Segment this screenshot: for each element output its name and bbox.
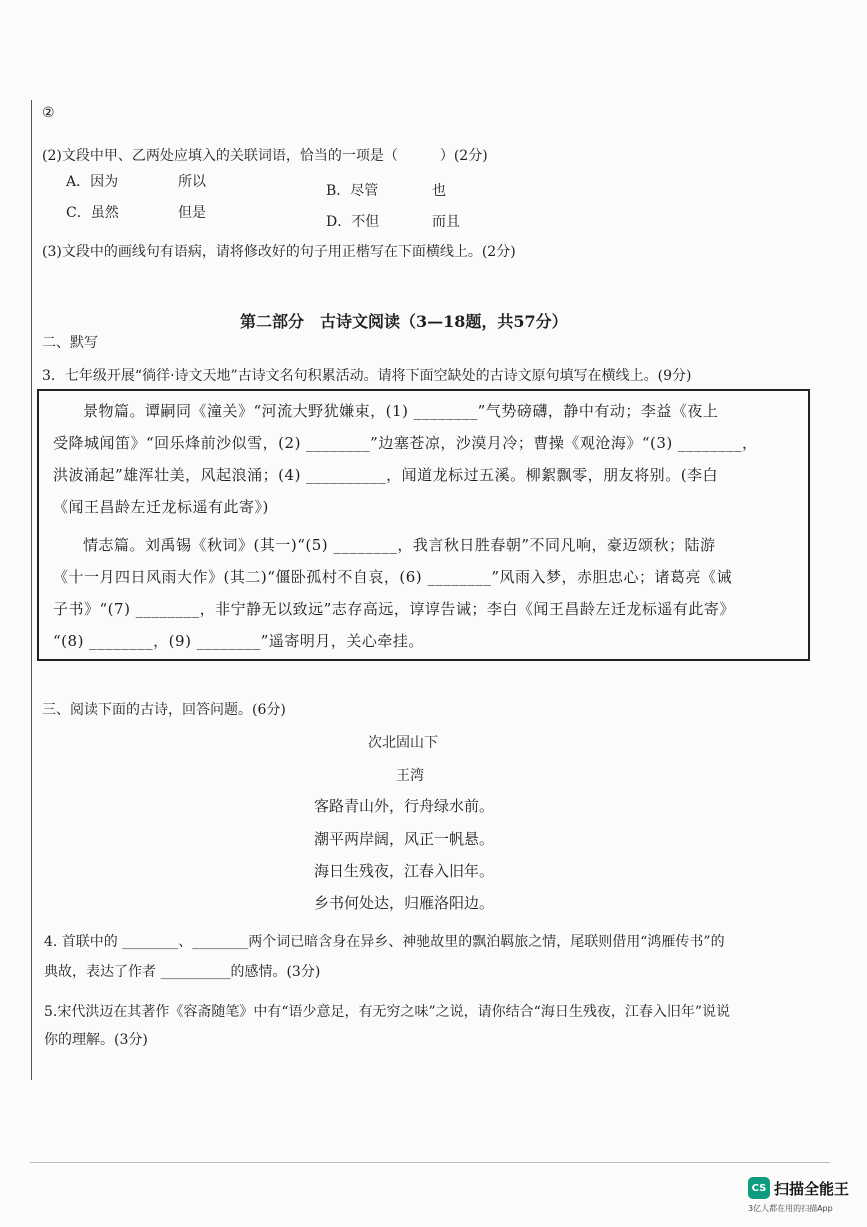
box-line: 子书》“(7) ________，非宁静无以致远”志存高远，谆谆告诫；李白《闻王昌龄左迁龙标遥有此寄》 xyxy=(53,600,735,618)
camscanner-logo-icon: CS xyxy=(748,1177,770,1199)
question-5-line-2: 你的理解。(3分) xyxy=(44,1032,148,1048)
option-a-1: A．因为 xyxy=(66,174,119,190)
part2-title: 第二部分 古诗文阅读（3—18题，共57分） xyxy=(240,312,568,331)
box-line: 洪波涌起”雄浑壮美，风起浪涌；(4) __________，闻道龙标过五溪。柳絮飘零，朋友将别。(李白 xyxy=(53,466,719,484)
watermark-subtitle: 3亿人都在用的扫描App xyxy=(748,1204,833,1213)
question-4-line-2: 典故，表达了作者 __________的感情。(3分) xyxy=(44,964,321,980)
section-dictation: 二、默写 xyxy=(42,335,98,351)
question-2: (2)文段中甲、乙两处应填入的关联词语，恰当的一项是（ ）(2分) xyxy=(42,148,488,164)
question-5-line-1: 5.宋代洪迈在其著作《容斋随笔》中有“语少意足，有无穷之味”之说，请你结合“海日生残夜，江春入旧年”说说 xyxy=(44,1004,730,1020)
option-a-2: 所以 xyxy=(178,174,206,190)
box-line: 受降城闻笛》“回乐烽前沙似雪，(2) ________”边塞苍凉，沙漠月冷；曹操《观沧海》“(3) ________， xyxy=(53,434,758,452)
option-b-1: B．尽管 xyxy=(326,183,379,199)
dictation-box xyxy=(37,389,810,661)
poem-line: 客路青山外，行舟绿水前。 xyxy=(314,797,495,815)
question-3-intro: 3．七年级开展“徜徉·诗文天地”古诗文名句积累活动。请将下面空缺处的古诗文原句填写在横线上。(9分) xyxy=(42,368,692,384)
poem-title: 次北固山下 xyxy=(368,735,438,751)
box-line: 《十一月四日风雨大作》(其二)“僵卧孤村不自哀，(6) ________”风雨入梦，赤胆忠心；诸葛亮《诫 xyxy=(53,568,733,586)
bottom-rule xyxy=(30,1162,830,1163)
left-margin-rule xyxy=(31,100,32,1080)
option-d-1: D．不但 xyxy=(326,214,380,230)
box-line: 情志篇。刘禹锡《秋词》(其一)“(5) ________，我言秋日胜春朝”不同凡响，豪迈颂秋；陆游 xyxy=(83,536,716,554)
question-4-line-1: 4. 首联中的 ________、________两个词已暗含身在异乡、神驰故里的飘泊羁旅之情，尾联则借用“鸿雁传书”的 xyxy=(44,934,725,950)
option-b-2: 也 xyxy=(432,183,446,199)
option-d-2: 而且 xyxy=(432,214,460,230)
question-3-sentence-fix: (3)文段中的画线句有语病，请将修改好的句子用正楷写在下面横线上。(2分) xyxy=(42,244,516,260)
box-line: 《闻王昌龄左迁龙标遥有此寄》) xyxy=(53,498,269,516)
watermark-name: 扫描全能王 xyxy=(774,1179,850,1198)
box-line: 景物篇。谭嗣同《潼关》“河流大野犹嫌束，(1) ________”气势磅礴，静中有动；李益《夜上 xyxy=(83,402,719,420)
poem-line: 海日生残夜，江春入旧年。 xyxy=(314,862,495,880)
option-c-1: C．虽然 xyxy=(66,205,119,221)
box-line: “(8) ________，(9) ________”遥寄明月，关心牵挂。 xyxy=(53,632,424,650)
scanner-watermark xyxy=(748,1177,850,1213)
section-poem-reading: 三、阅读下面的古诗，回答问题。(6分) xyxy=(42,702,286,718)
poem-author: 王湾 xyxy=(396,768,424,784)
option-c-2: 但是 xyxy=(178,205,206,221)
item-2-marker: ② xyxy=(42,105,55,121)
poem-line: 乡书何处达，归雁洛阳边。 xyxy=(314,894,495,912)
poem-line: 潮平两岸阔，风正一帆悬。 xyxy=(314,830,495,848)
